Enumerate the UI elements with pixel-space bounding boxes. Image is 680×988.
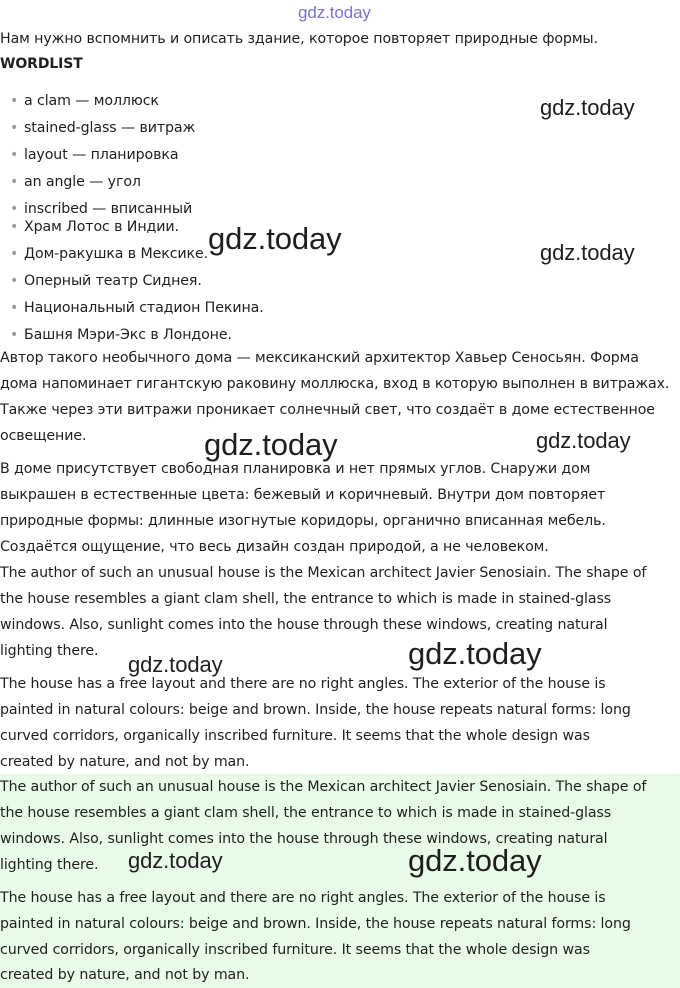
paragraph-line: curved corridors, organically inscribed furniture. It seems that the whole design was: [0, 942, 590, 958]
paragraph-line: природные формы: длинные изогнутые коридоры, органично вписанная мебель.: [0, 513, 606, 529]
paragraph-line: дома напоминает гигантскую раковину моллюска, вход в которую выполнен в витражах.: [0, 376, 670, 392]
paragraph-line: painted in natural colours: beige and brown. Inside, the house repeats natural forms: long: [0, 702, 631, 718]
paragraph-line: В доме присутствует свободная планировка и нет прямых углов. Снаружи дом: [0, 461, 591, 477]
building-item: • Башня Мэри-Экс в Лондоне.: [24, 327, 232, 343]
paragraph-line: The author of such an unusual house is the Mexican architect Javier Senosiain. The shape of: [0, 565, 647, 581]
watermark: gdz.today: [128, 652, 223, 677]
building-item: • Дом-ракушка в Мексике.: [24, 246, 208, 262]
building-item: • Национальный стадион Пекина.: [24, 300, 264, 316]
paragraph-line: the house resembles a giant clam shell, the entrance to which is made in stained-glass: [0, 805, 612, 821]
wordlist-item: • a clam — моллюск: [24, 93, 159, 109]
paragraph-line: Автор такого необычного дома — мексиканский архитектор Хавьер Сеносьян. Форма: [0, 350, 639, 366]
building-item: • Оперный театр Сиднея.: [24, 273, 202, 289]
paragraph-line: The house has a free layout and there are no right angles. The exterior of the house is: [0, 890, 606, 906]
building-item: • Храм Лотос в Индии.: [24, 219, 179, 235]
watermark: gdz.today: [536, 428, 631, 453]
wordlist-item: • layout — планировка: [24, 147, 178, 163]
paragraph-line: The author of such an unusual house is the Mexican architect Javier Senosiain. The shape of: [0, 779, 647, 795]
paragraph-line: lighting there.: [0, 857, 99, 873]
paragraph-line: windows. Also, sunlight comes into the house through these windows, creating natural: [0, 617, 608, 633]
wordlist-item: • stained-glass — витраж: [24, 120, 195, 136]
intro-text: Нам нужно вспомнить и описать здание, которое повторяет природные формы.: [0, 31, 598, 47]
header-watermark: gdz.today: [298, 3, 371, 22]
paragraph-line: created by nature, and not by man.: [0, 754, 250, 770]
paragraph-line: Создаётся ощущение, что весь дизайн создан природой, а не человеком.: [0, 539, 549, 555]
watermark: gdz.today: [540, 240, 635, 265]
paragraph-line: created by nature, and not by man.: [0, 967, 250, 983]
wordlist-item: • inscribed — вписанный: [24, 201, 192, 217]
wordlist-item: • an angle — угол: [24, 174, 141, 190]
watermark: gdz.today: [204, 427, 338, 462]
wordlist-title: WORDLIST: [0, 56, 83, 72]
watermark: gdz.today: [208, 221, 342, 256]
paragraph-line: windows. Also, sunlight comes into the house through these windows, creating natural: [0, 831, 608, 847]
paragraph-line: curved corridors, organically inscribed furniture. It seems that the whole design was: [0, 728, 590, 744]
watermark: gdz.today: [128, 848, 223, 873]
watermark: gdz.today: [408, 636, 542, 671]
paragraph-line: The house has a free layout and there are no right angles. The exterior of the house is: [0, 676, 606, 692]
paragraph-line: painted in natural colours: beige and brown. Inside, the house repeats natural forms: long: [0, 916, 631, 932]
paragraph-line: lighting there.: [0, 643, 99, 659]
watermark: gdz.today: [540, 95, 635, 120]
paragraph-line: the house resembles a giant clam shell, the entrance to which is made in stained-glass: [0, 591, 612, 607]
paragraph-line: Также через эти витражи проникает солнечный свет, что создаёт в доме естественное: [0, 402, 655, 418]
watermark: gdz.today: [408, 843, 542, 878]
paragraph-line: освещение.: [0, 428, 87, 444]
paragraph-line: выкрашен в естественные цвета: бежевый и коричневый. Внутри дом повторяет: [0, 487, 606, 503]
